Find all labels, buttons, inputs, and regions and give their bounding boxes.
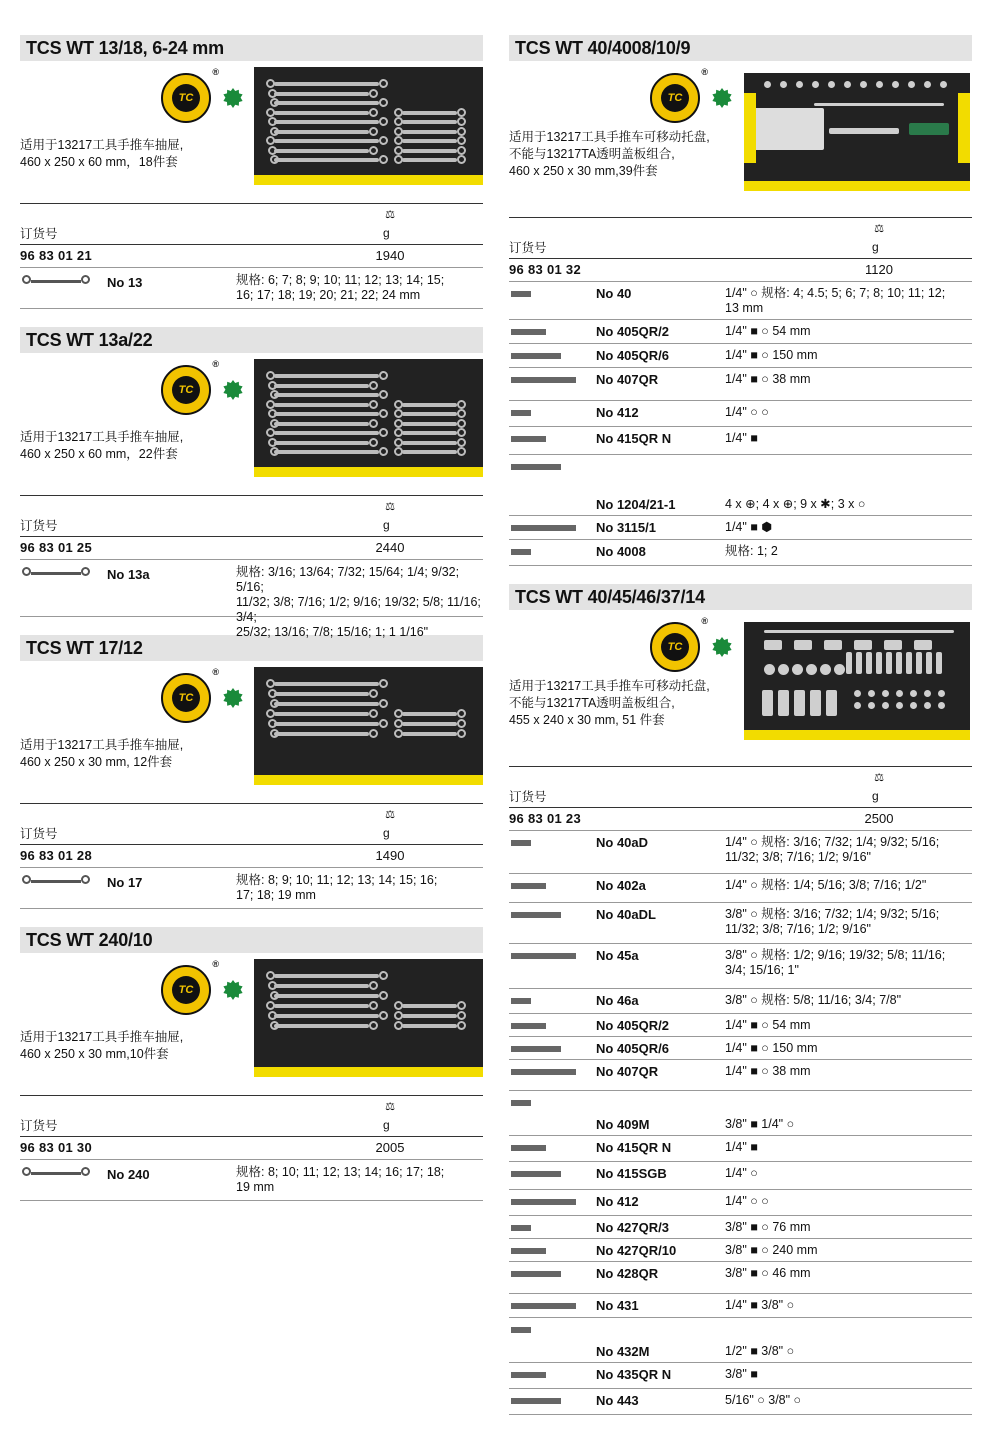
item-number: No 1204/21-1 [596, 497, 676, 512]
item-number: No 415SGB [596, 1166, 667, 1181]
tool-icon [511, 372, 581, 388]
order-row [20, 244, 483, 268]
weight-value: 2005 [375, 1140, 405, 1155]
item-number: No 415QR N [596, 1140, 672, 1155]
green-star-badge-icon [223, 688, 243, 708]
tool-icon [511, 948, 581, 964]
order-number: 96 83 01 32 [509, 262, 581, 277]
item-number: No 412 [596, 405, 639, 420]
order-row [20, 844, 483, 868]
item-number: No 405QR/2 [596, 324, 669, 339]
item-spec: 3/8" ○ 规格: 5/8; 11/16; 3/4; 7/8" [725, 993, 902, 1007]
section-title: TCS WT 13/18, 6-24 mm [20, 35, 483, 61]
tool-icon [511, 1095, 581, 1111]
wrench-icon [22, 873, 92, 889]
product-section [509, 584, 972, 1415]
tc-system-logo: TC ® [161, 365, 211, 415]
item-number: No 412 [596, 1194, 639, 1209]
tool-tray-image [254, 667, 483, 785]
item-row [509, 344, 972, 368]
product-section [20, 35, 483, 309]
item-spec: 1/4" ■ ○ 54 mm [725, 1018, 811, 1032]
item-row [20, 560, 483, 639]
item-spec: 1/4" ■ ○ 38 mm [725, 1064, 811, 1078]
tc-system-logo: TC ® [161, 673, 211, 723]
order-number-label: 订货号 [20, 1119, 58, 1133]
item-number: No 240 [107, 1167, 150, 1182]
tool-tray-image [254, 959, 483, 1077]
item-spec: 规格: 1; 2 [725, 544, 778, 558]
tool-icon [511, 1393, 581, 1409]
item-row [509, 1162, 972, 1190]
item-number: No 407QR [596, 372, 659, 387]
weight-value: 1940 [375, 248, 405, 263]
section-title: TCS WT 240/10 [20, 927, 483, 953]
item-number: No 407QR [596, 1064, 659, 1079]
item-spec: 3/8" ○ 规格: 3/16; 7/32; 1/4; 9/32; 5/16; 11/32; 3/8; 7/16; 1/2; 9/16" [725, 907, 940, 936]
product-description: 适用于13217工具手推车抽屉, 460 x 250 x 60 mm，18件套 [20, 138, 184, 169]
item-spec: 1/4" ○ 规格: 3/16; 7/32; 1/4; 9/32; 5/16; 11/32; 3/8; 7/16; 1/2; 9/16" [725, 835, 940, 864]
item-number: No 427QR/3 [596, 1220, 669, 1235]
tool-icon [511, 835, 581, 851]
item-number: No 409M [596, 1117, 650, 1132]
scale-icon: ⚖ [385, 809, 395, 821]
order-number: 96 83 01 21 [20, 248, 92, 263]
tool-icon [511, 1140, 581, 1156]
scale-icon: ⚖ [385, 1101, 395, 1113]
tool-icon [511, 520, 581, 536]
item-spec: 3/8" ■ ○ 240 mm [725, 1243, 818, 1257]
tool-icon [511, 1018, 581, 1034]
right-column [509, 35, 972, 1433]
item-spec: 1/4" ■ ○ 150 mm [725, 348, 818, 362]
weight-unit: g [383, 826, 390, 840]
item-row [509, 1060, 972, 1091]
product-description: 适用于13217工具手推车抽屉, 460 x 250 x 30 mm, 12件套 [20, 738, 184, 769]
product-section [20, 635, 483, 909]
item-row [509, 989, 972, 1014]
item-row [509, 1239, 972, 1262]
tool-icon [511, 1298, 581, 1314]
item-row [509, 1014, 972, 1037]
item-spec: 1/4" ■ ○ 150 mm [725, 1041, 818, 1055]
scale-icon: ⚖ [874, 223, 884, 235]
item-number: No 13a [107, 567, 150, 582]
item-spec: 1/4" ○ ○ [725, 405, 769, 419]
wrench-icon [22, 273, 92, 289]
item-spec: 3/8" ■ [725, 1367, 758, 1381]
tool-icon [511, 286, 581, 302]
item-number: No 45a [596, 948, 639, 963]
order-number-label: 订货号 [20, 227, 58, 241]
order-number-label: 订货号 [509, 790, 547, 804]
product-description: 适用于13217工具手推车抽屉, 460 x 250 x 30 mm,10件套 [20, 1030, 184, 1061]
item-number: No 405QR/2 [596, 1018, 669, 1033]
item-number: No 17 [107, 875, 143, 890]
item-spec: 1/4" ■ 3/8" ○ [725, 1298, 795, 1312]
scale-icon: ⚖ [385, 501, 395, 513]
item-number: No 432M [596, 1344, 650, 1359]
weight-value: 1120 [865, 262, 893, 277]
weight-unit: g [872, 789, 879, 803]
item-row [509, 1136, 972, 1162]
left-column [20, 35, 483, 1219]
item-number: No 405QR/6 [596, 1041, 669, 1056]
item-number: No 3115/1 [596, 520, 656, 535]
item-spec: 4 x ⊕; 4 x ⊕; 9 x ✱; 3 x ○ [725, 497, 866, 511]
item-row [509, 1037, 972, 1060]
item-number: No 435QR N [596, 1367, 672, 1382]
order-number: 96 83 01 30 [20, 1140, 92, 1155]
order-number-label: 订货号 [20, 827, 58, 841]
order-row [509, 807, 972, 831]
item-spec: 1/4" ■ ⬢ [725, 520, 773, 534]
item-row [509, 427, 972, 455]
item-row [509, 455, 972, 516]
item-row [509, 1294, 972, 1318]
weight-value: 2440 [375, 540, 405, 555]
wrench-icon [22, 1165, 92, 1181]
product-section [20, 927, 483, 1201]
green-star-badge-icon [223, 88, 243, 108]
item-row [509, 540, 972, 566]
scale-icon: ⚖ [874, 772, 884, 784]
item-row [509, 1216, 972, 1239]
order-number: 96 83 01 28 [20, 848, 92, 863]
weight-value: 1490 [375, 848, 405, 863]
item-number: No 40aDL [596, 907, 656, 922]
tool-icon [511, 993, 581, 1009]
item-number: No 46a [596, 993, 639, 1008]
tool-icon [511, 431, 581, 447]
item-number: No 427QR/10 [596, 1243, 677, 1258]
item-row [509, 1091, 972, 1136]
item-spec: 3/8" ■ 1/4" ○ [725, 1117, 795, 1131]
item-number: No 415QR N [596, 431, 672, 446]
tool-icon [511, 1041, 581, 1057]
weight-unit: g [383, 518, 390, 532]
item-row [509, 1190, 972, 1216]
item-spec: 5/16" ○ 3/8" ○ [725, 1393, 802, 1407]
item-row [509, 368, 972, 401]
tool-icon [511, 1194, 581, 1210]
product-section [20, 327, 483, 639]
item-number: No 40aD [596, 835, 649, 850]
tool-icon [511, 544, 581, 560]
wrench-icon [22, 565, 92, 581]
item-spec: 规格: 6; 7; 8; 9; 10; 11; 12; 13; 14; 15; 16; 17; 18; 19; 20; 21; 22; 24 mm [236, 273, 445, 302]
item-spec: 1/4" ■ ○ 38 mm [725, 372, 811, 386]
tool-icon [511, 1064, 581, 1080]
tool-icon [511, 459, 581, 475]
product-description: 适用于13217工具手推车抽屉, 460 x 250 x 60 mm，22件套 [20, 430, 184, 461]
tool-icon [511, 907, 581, 923]
order-row [20, 1136, 483, 1160]
scale-icon: ⚖ [385, 209, 395, 221]
item-row [509, 831, 972, 874]
weight-unit: g [383, 226, 390, 240]
tool-icon [511, 878, 581, 894]
item-number: No 431 [596, 1298, 639, 1313]
item-row [20, 268, 483, 309]
item-row [509, 903, 972, 944]
section-title: TCS WT 13a/22 [20, 327, 483, 353]
item-spec: 1/4" ○ [725, 1166, 758, 1180]
tool-icon [511, 324, 581, 340]
tc-system-logo: TC ® [650, 73, 700, 123]
tool-icon [511, 1166, 581, 1182]
product-description: 适用于13217工具手推车可移动托盘, 不能与13217TA透明盖板组合, 455 x 240 x 30 mm, 51 件套 [509, 679, 710, 727]
item-row [509, 1363, 972, 1389]
tc-system-logo: TC ® [161, 965, 211, 1015]
order-number-label: 订货号 [509, 241, 547, 255]
order-number: 96 83 01 23 [509, 811, 581, 826]
tool-icon [511, 1220, 581, 1236]
item-row [20, 868, 483, 909]
tool-icon [511, 1367, 581, 1383]
green-star-badge-icon [712, 637, 732, 657]
item-number: No 428QR [596, 1266, 659, 1281]
item-spec: 规格: 8; 9; 10; 11; 12; 13; 14; 15; 16; 17; 18; 19 mm [236, 873, 438, 902]
section-title: TCS WT 40/45/46/37/14 [509, 584, 972, 610]
item-number: No 13 [107, 275, 143, 290]
order-number-label: 订货号 [20, 519, 58, 533]
product-description: 适用于13217工具手推车可移动托盘, 不能与13217TA透明盖板组合, 460 x 250 x 30 mm,39件套 [509, 130, 710, 178]
green-star-badge-icon [223, 380, 243, 400]
green-star-badge-icon [223, 980, 243, 1000]
item-row [509, 516, 972, 540]
item-row [509, 320, 972, 344]
tool-icon [511, 1266, 581, 1282]
item-row [509, 1389, 972, 1415]
tc-system-logo: TC ® [161, 73, 211, 123]
item-row [509, 282, 972, 320]
product-section [509, 35, 972, 566]
tool-icon [511, 1322, 581, 1338]
item-spec: 1/4" ○ ○ [725, 1194, 769, 1208]
item-spec: 1/4" ■ [725, 431, 758, 445]
weight-value: 2500 [864, 811, 894, 826]
item-row [509, 401, 972, 427]
item-row [509, 944, 972, 989]
item-spec: 1/4" ○ 规格: 1/4; 5/16; 3/8; 7/16; 1/2" [725, 878, 927, 892]
section-title: TCS WT 40/4008/10/9 [509, 35, 972, 61]
order-row [509, 258, 972, 282]
item-number: No 443 [596, 1393, 639, 1408]
item-row [509, 1318, 972, 1363]
order-row [20, 536, 483, 560]
section-title: TCS WT 17/12 [20, 635, 483, 661]
green-star-badge-icon [712, 88, 732, 108]
tool-tray-image [254, 67, 483, 185]
item-number: No 405QR/6 [596, 348, 669, 363]
tool-tray-image [744, 622, 970, 740]
item-spec: 规格: 3/16; 13/64; 7/32; 15/64; 1/4; 9/32; 5/16; 11/32; 3/8; 7/16; 1/2; 9/16; 19/32; 5/8; 11/16; 3/4; 25/32; 13/16; 7/8; 15/16; 1; 1 1/16" [236, 565, 481, 639]
item-spec: 1/2" ■ 3/8" ○ [725, 1344, 795, 1358]
item-spec: 1/4" ○ 规格: 4; 4.5; 5; 6; 7; 8; 10; 11; 12; 13 mm [725, 286, 946, 315]
item-spec: 3/8" ○ 规格: 1/2; 9/16; 19/32; 5/8; 11/16; 3/4; 15/16; 1" [725, 948, 946, 977]
weight-unit: g [383, 1118, 390, 1132]
tc-system-logo: TC ® [650, 622, 700, 672]
item-row [509, 874, 972, 903]
item-spec: 3/8" ■ ○ 76 mm [725, 1220, 811, 1234]
tool-icon [511, 348, 581, 364]
item-number: No 40 [596, 286, 632, 301]
item-spec: 规格: 8; 10; 11; 12; 13; 14; 16; 17; 18; 19 mm [236, 1165, 445, 1194]
tool-icon [511, 1243, 581, 1259]
tool-tray-image [744, 73, 970, 191]
item-row [509, 1262, 972, 1294]
item-number: No 4008 [596, 544, 646, 559]
item-row [20, 1160, 483, 1201]
item-spec: 1/4" ■ ○ 54 mm [725, 324, 811, 338]
tool-tray-image [254, 359, 483, 477]
item-spec: 1/4" ■ [725, 1140, 758, 1154]
tool-icon [511, 405, 581, 421]
order-number: 96 83 01 25 [20, 540, 92, 555]
weight-unit: g [872, 240, 879, 254]
item-spec: 3/8" ■ ○ 46 mm [725, 1266, 811, 1280]
item-number: No 402a [596, 878, 646, 893]
